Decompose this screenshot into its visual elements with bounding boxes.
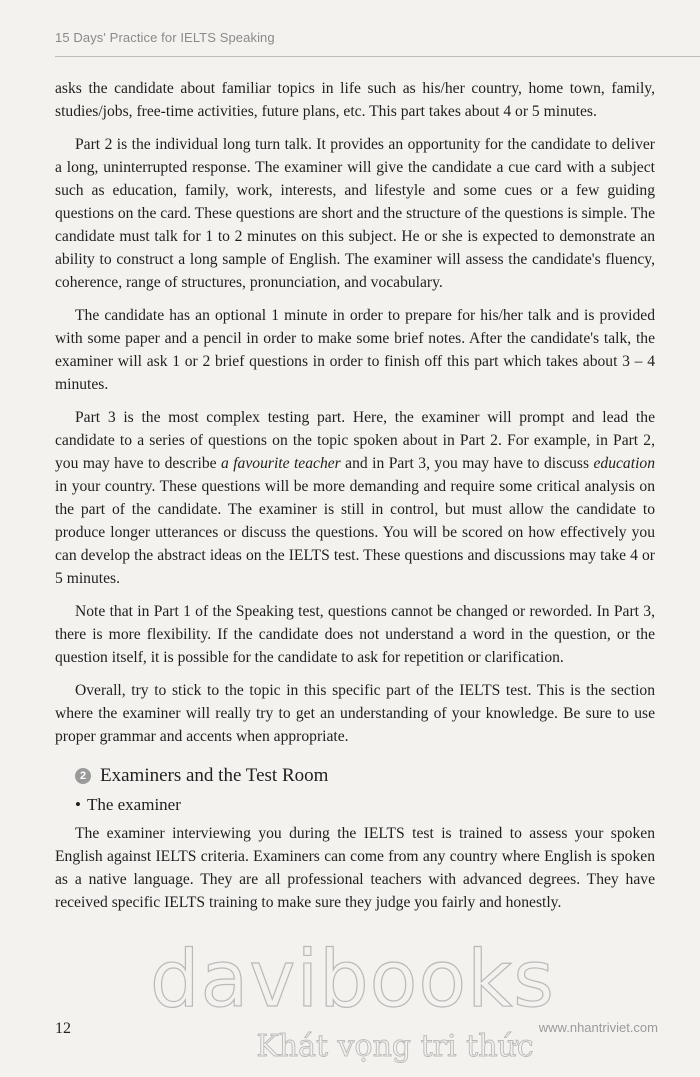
paragraph-note: Note that in Part 1 of the Speaking test, questions cannot be changed or reworded. In Part 3, there is more flexibility. If the candidate does not understand a word in the question, or the question itself, it is possible for the candidate to ask for repetition or clarification. bbox=[55, 603, 655, 666]
emphasis-education: education bbox=[593, 455, 655, 472]
section-title: Examiners and the Test Room bbox=[100, 765, 329, 786]
bullet-icon: • bbox=[75, 795, 81, 814]
paragraph-overall: Overall, try to stick to the topic in this specific part of the IELTS test. This is the section where the examiner will really try to get an understanding of your knowledge. Be sure to use proper grammar and accents when appropriate. bbox=[55, 682, 655, 745]
running-head: 15 Days' Practice for IELTS Speaking bbox=[55, 30, 275, 45]
publisher-website: www.nhantriviet.com bbox=[538, 1020, 658, 1035]
watermark-brand: davibooks bbox=[150, 935, 555, 1025]
section-heading bbox=[75, 764, 655, 788]
paragraph-prep-time: The candidate has an optional 1 minute in order to prepare for his/her talk and is provided with some paper and a pencil in order to make some brief notes. After the candidate's talk, the examiner will ask 1 or 2 brief questions in order to finish off this part which takes about 3 – 4 minutes. bbox=[55, 307, 655, 393]
paragraph-part1-end: asks the candidate about familiar topics in life such as his/her country, home town, family, studies/jobs, free-time activities, future plans, etc. This part takes about 4 or 5 minutes. bbox=[55, 80, 655, 120]
subsection-heading bbox=[75, 794, 655, 816]
header-rule bbox=[55, 56, 700, 57]
paragraph-part2: Part 2 is the individual long turn talk. It provides an opportunity for the candidate to deliver a long, uninterrupted response. The examiner will give the candidate a cue card with a subject such as education, family, work, interests, and lifestyle and some cues or a few guiding questions on the card. These questions are short and the structure of the questions is simple. The candidate must talk for 1 to 2 minutes on this subject. He or she is expected to demonstrate an ability to construct a long sample of English. The examiner will assess the candidate's fluency, coherence, range of structures, pronunciation, and vocabulary. bbox=[55, 136, 655, 291]
watermark-tagline: Khát vọng tri thức bbox=[256, 1029, 534, 1064]
paragraph-part3 bbox=[55, 406, 655, 590]
page-number: 12 bbox=[55, 1020, 71, 1037]
paragraph-part3-text-c: in your country. These questions will be more demanding and require some critical analysis on the part of the candidate. The examiner is still in control, but must allow the candidate to produce longer utterances or discuss the questions. You will be scored on how effectively you can develop the abstract ideas on the IELTS test. These questions and discussions may take 4 or 5 minutes. bbox=[55, 478, 655, 587]
paragraph-examiner: The examiner interviewing you during the IELTS test is trained to assess your spoken English against IELTS criteria. Examiners can come from any country where English is spoken as a native language. They are all professional teachers with advanced degrees. They have received specific IELTS training to make sure they judge you fairly and honestly. bbox=[55, 825, 655, 911]
emphasis-favourite-teacher: a favourite teacher bbox=[220, 455, 341, 472]
subsection-title: The examiner bbox=[86, 795, 181, 814]
body-text bbox=[55, 77, 655, 924]
section-number-badge: 2 bbox=[75, 768, 91, 784]
paragraph-part3-text-b: and in Part 3, you may have to discuss bbox=[340, 455, 594, 472]
paragraph-part3-text-a: Part 3 is the most complex testing part. Here, the examiner will prompt and lead the candidate to a series of questions on the topic spoken about in Part 2. For example, in Part 2, you may have to describe bbox=[55, 409, 655, 472]
